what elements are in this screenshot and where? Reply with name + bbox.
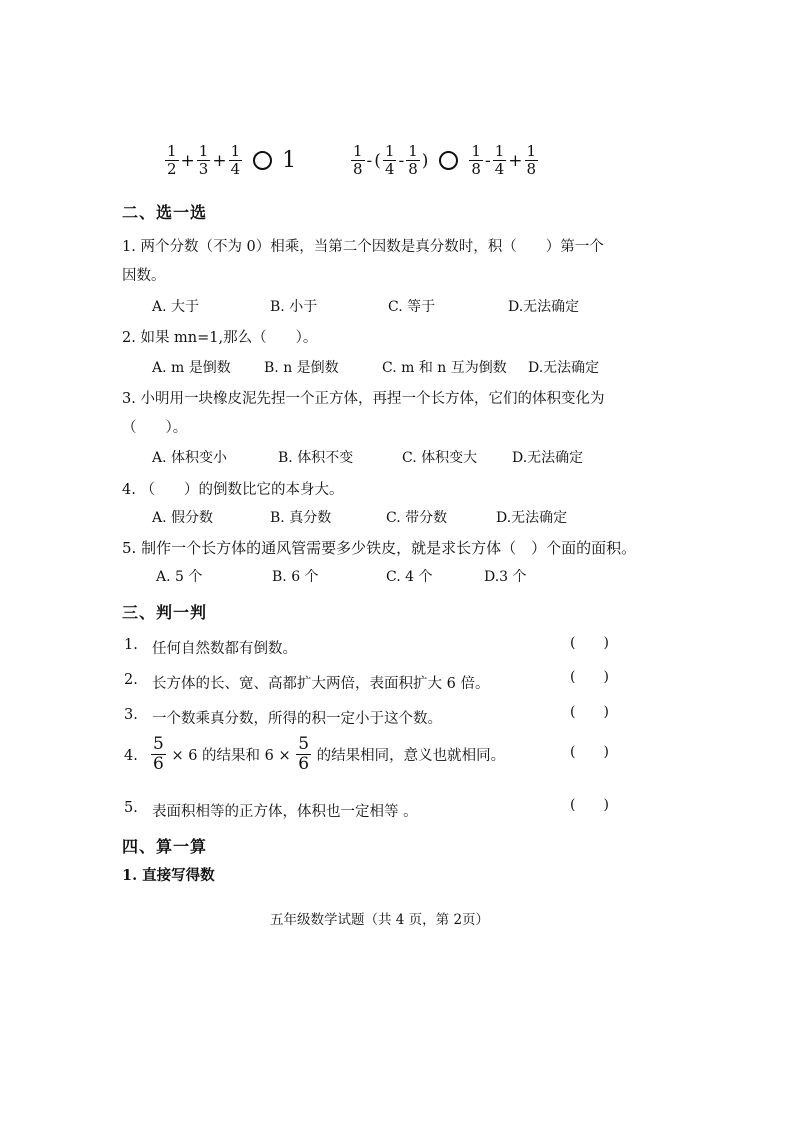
option-a[interactable]: A. 体积变小 xyxy=(152,450,228,466)
option-d[interactable]: D.3 个 xyxy=(484,569,527,585)
fraction: $\frac{1}{8}$ xyxy=(408,142,418,178)
page-footer: 五年级数学试题（共 4 页，第 2页） xyxy=(270,912,490,928)
option-d[interactable]: D.无法确定 xyxy=(496,510,568,526)
answer-blank[interactable]: () xyxy=(570,635,637,651)
question-2-1-cont: 因数。 xyxy=(122,268,166,284)
option-c[interactable]: C. 带分数 xyxy=(386,510,448,526)
fraction: $\frac{1}{8}$ xyxy=(526,142,537,178)
fraction: $\frac{1}{3}$ xyxy=(198,142,209,178)
section-4-title: 四、算一算 xyxy=(122,837,208,856)
section-4-sub: 1. 直接写得数 xyxy=(122,867,215,884)
judge-item-text: 表面积相等的正方体，体积也一定相等 。 xyxy=(152,804,418,820)
option-b[interactable]: B. n 是倒数 xyxy=(264,360,339,376)
question-2-3-cont: （ ）。 xyxy=(122,420,188,436)
option-d[interactable]: D.无法确定 xyxy=(528,360,600,376)
compare-circle-blank[interactable] xyxy=(439,151,458,170)
option-a[interactable]: A. m 是倒数 xyxy=(152,360,231,376)
fraction: $\frac{1}{4}$ xyxy=(494,142,505,178)
section-3-title: 三、判一判 xyxy=(122,603,208,622)
comparison-2: $\frac{1}{8}$ - ( $\frac{1}{4}$ - $\frac{1}{8}$ ) $\frac{1}{8}$ - $\frac{1}{4}$ + $\frac{1}{8}$ xyxy=(353,142,537,178)
option-b[interactable]: B. 小于 xyxy=(270,299,318,315)
judge-item-expression: $\frac{5}{6}$ × 6 的结果和 6 × $\frac{5}{6}$ 的结果相同，意义也就相同。 xyxy=(153,734,506,774)
comparison-1: $\frac{1}{2}$ + $\frac{1}{3}$ + $\frac{1}{4}$ 1 xyxy=(167,142,297,178)
fraction: $\frac{1}{4}$ xyxy=(230,142,241,178)
option-c[interactable]: C. 体积变大 xyxy=(402,450,478,466)
fraction: $\frac{1}{8}$ xyxy=(471,142,481,178)
question-2-5: 5. 制作一个长方体的通风管需要多少铁皮，就是求长方体（ ）个面的面积。 xyxy=(122,539,637,557)
question-2-4: 4. （ ）的倒数比它的本身大。 xyxy=(122,482,344,498)
fraction: $\frac{5}{6}$ xyxy=(153,734,164,774)
question-2-2: 2. 如果 mn=1,那么（ ）。 xyxy=(122,330,318,346)
option-d[interactable]: D.无法确定 xyxy=(512,450,584,466)
judge-item-num: 5. xyxy=(124,800,138,816)
answer-blank[interactable]: () xyxy=(570,669,637,685)
fraction: $\frac{1}{8}$ xyxy=(353,142,363,178)
judge-item-num: 1. xyxy=(124,637,138,653)
option-a[interactable]: A. 大于 xyxy=(152,299,200,315)
fraction: $\frac{1}{2}$ xyxy=(167,142,177,178)
answer-blank[interactable]: () xyxy=(570,704,637,720)
judge-item-text: 一个数乘真分数，所得的积一定小于这个数。 xyxy=(152,711,442,727)
fraction: $\frac{1}{4}$ xyxy=(384,142,395,178)
option-b[interactable]: B. 体积不变 xyxy=(278,450,354,466)
compare-circle-blank[interactable] xyxy=(253,151,272,170)
answer-blank[interactable]: () xyxy=(570,744,637,760)
option-a[interactable]: A. 5 个 xyxy=(156,569,203,585)
fraction: $\frac{5}{6}$ xyxy=(298,734,310,774)
option-c[interactable]: C. 等于 xyxy=(388,299,436,315)
judge-item-text: 任何自然数都有倒数。 xyxy=(152,641,297,657)
option-d[interactable]: D.无法确定 xyxy=(508,299,580,315)
option-a[interactable]: A. 假分数 xyxy=(152,510,214,526)
judge-item-num: 3. xyxy=(124,707,138,723)
option-b[interactable]: B. 真分数 xyxy=(270,510,332,526)
question-2-1: 1. 两个分数（不为 0）相乘，当第二个因数是真分数时，积（ ）第一个 xyxy=(122,239,604,255)
answer-blank[interactable]: () xyxy=(570,797,637,813)
judge-item-text: 长方体的长、宽、高都扩大两倍，表面积扩大 6 倍。 xyxy=(152,676,490,692)
option-c[interactable]: C. m 和 n 互为倒数 xyxy=(382,360,507,376)
judge-item-num: 4. xyxy=(124,748,138,764)
judge-item-num: 2. xyxy=(124,672,138,688)
question-2-3: 3. 小明用一块橡皮泥先捏一个正方体，再捏一个长方体，它们的体积变化为 xyxy=(122,391,605,407)
option-c[interactable]: C. 4 个 xyxy=(386,569,433,585)
option-b[interactable]: B. 6 个 xyxy=(272,569,319,585)
section-2-title: 二、选一选 xyxy=(122,203,208,222)
